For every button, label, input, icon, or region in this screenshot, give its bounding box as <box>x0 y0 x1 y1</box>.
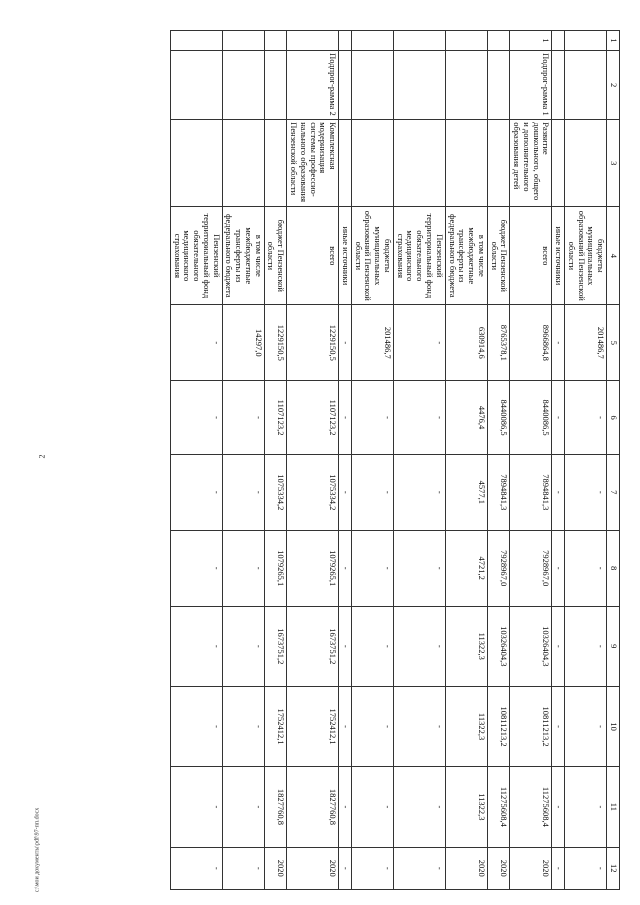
table-cell: 4577,1 <box>445 454 487 530</box>
table-cell: 201486,7 <box>351 305 393 381</box>
table-cell: - <box>393 606 445 686</box>
table-cell <box>487 31 510 51</box>
table-cell <box>445 120 487 207</box>
table-cell: 8440086,5 <box>510 381 552 455</box>
table-cell <box>264 120 287 207</box>
table-cell: - <box>222 381 264 455</box>
table-cell: - <box>393 767 445 847</box>
table-cell: иные источники <box>339 207 352 305</box>
table-cell: 1075334,2 <box>287 454 339 530</box>
table-cell <box>393 120 445 207</box>
table-cell: - <box>565 847 607 889</box>
table-cell: 7928967,0 <box>487 530 510 606</box>
table-cell: 4476,4 <box>445 381 487 455</box>
table-cell: 1827760,8 <box>287 767 339 847</box>
table-cell: иные источники <box>552 207 565 305</box>
page-number: 2 <box>37 454 47 459</box>
header-cell: 3 <box>607 120 620 207</box>
table-cell: 1 <box>510 31 552 51</box>
table-cell: - <box>393 847 445 889</box>
table-cell: - <box>170 686 222 766</box>
table-cell: 8966864,8 <box>510 305 552 381</box>
table-cell: Подпрог-рамма 2 <box>287 51 339 120</box>
table-row <box>264 31 287 890</box>
table-cell <box>222 51 264 120</box>
table-cell: - <box>565 767 607 847</box>
table-row <box>510 31 552 890</box>
table-cell: - <box>565 686 607 766</box>
table-cell: - <box>351 454 393 530</box>
table-cell: - <box>393 530 445 606</box>
table-cell: 1075334,2 <box>264 454 287 530</box>
table-row <box>565 31 607 890</box>
table-cell: 1229150,5 <box>287 305 339 381</box>
table-cell: 1673751,2 <box>287 606 339 686</box>
table-cell: - <box>339 686 352 766</box>
table-cell <box>393 31 445 51</box>
table-cell: - <box>222 767 264 847</box>
table-cell: 1079265,1 <box>287 530 339 606</box>
table-cell: - <box>552 767 565 847</box>
table-cell <box>552 31 565 51</box>
table-cell: - <box>170 454 222 530</box>
table-cell: Комплексная модернизация системы профессио-нального образования Пензенской области <box>287 120 339 207</box>
table-cell: в том числе межбюджетные трансферты из федерального бюджета <box>222 207 264 305</box>
table-cell <box>393 51 445 120</box>
table-cell <box>351 120 393 207</box>
table-header-row <box>607 31 620 890</box>
table-cell: - <box>222 686 264 766</box>
rotated-table-wrapper <box>80 30 620 890</box>
table-cell <box>264 51 287 120</box>
table-cell: - <box>170 530 222 606</box>
table-row <box>287 31 339 890</box>
table-cell: 2020 <box>264 847 287 889</box>
table-cell: 2020 <box>487 847 510 889</box>
table-cell: 11275608,4 <box>487 767 510 847</box>
table-cell: - <box>222 847 264 889</box>
table-cell: - <box>565 530 607 606</box>
table-cell: 11275608,4 <box>510 767 552 847</box>
header-cell: 4 <box>607 207 620 305</box>
table-cell: - <box>339 767 352 847</box>
table-cell <box>487 120 510 207</box>
header-cell: 9 <box>607 606 620 686</box>
table-cell: 1752412,1 <box>287 686 339 766</box>
table-cell: - <box>552 305 565 381</box>
footer-path <box>30 807 44 893</box>
table-cell: 1827760,8 <box>264 767 287 847</box>
table-cell <box>445 51 487 120</box>
table-cell: 7894841,3 <box>487 454 510 530</box>
table-cell <box>339 31 352 51</box>
table-cell: 11322,3 <box>445 767 487 847</box>
table-cell: - <box>565 606 607 686</box>
table-cell: - <box>170 305 222 381</box>
table-cell: 7894841,3 <box>510 454 552 530</box>
header-cell: 1 <box>607 31 620 51</box>
table-cell: - <box>351 381 393 455</box>
header-cell: 10 <box>607 686 620 766</box>
table-cell: - <box>170 767 222 847</box>
header-cell: 8 <box>607 530 620 606</box>
table-cell: 8765378,1 <box>487 305 510 381</box>
table-cell: 11322,3 <box>445 686 487 766</box>
table-cell <box>222 31 264 51</box>
table-cell <box>565 51 607 120</box>
table-row <box>445 31 487 890</box>
table-cell: - <box>393 686 445 766</box>
table-cell: 1229150,5 <box>264 305 287 381</box>
header-cell: 2 <box>607 51 620 120</box>
table-cell <box>170 31 222 51</box>
table-cell: - <box>170 606 222 686</box>
table-cell: - <box>351 767 393 847</box>
table-cell: 201486,7 <box>565 305 607 381</box>
table-cell: 2020 <box>510 847 552 889</box>
table-cell: - <box>552 847 565 889</box>
table-cell: - <box>351 686 393 766</box>
header-cell: 6 <box>607 381 620 455</box>
table-cell: - <box>351 847 393 889</box>
table-cell <box>552 51 565 120</box>
table-cell <box>339 51 352 120</box>
table-cell <box>222 120 264 207</box>
table-row <box>339 31 352 890</box>
table-cell: бюджеты муниципальных образований Пензенской области <box>565 207 607 305</box>
table-cell <box>339 120 352 207</box>
table-cell: Пензенский территориальный фонд обязательного медицинского страхования <box>393 207 445 305</box>
table-cell: - <box>565 381 607 455</box>
table-cell <box>170 120 222 207</box>
table-row <box>170 31 222 890</box>
table-cell: 1752412,1 <box>264 686 287 766</box>
table-cell: - <box>339 847 352 889</box>
table-cell <box>170 51 222 120</box>
table-cell: 2020 <box>287 847 339 889</box>
table-cell: - <box>552 530 565 606</box>
table-cell <box>445 31 487 51</box>
table-cell: - <box>339 381 352 455</box>
table-cell: - <box>552 454 565 530</box>
table-cell <box>552 120 565 207</box>
table-cell: - <box>339 606 352 686</box>
table-cell: Подпрог-рамма 1 <box>510 51 552 120</box>
table-cell: бюджеты муниципальных образований Пензенской области <box>351 207 393 305</box>
table-cell: 10326404,3 <box>510 606 552 686</box>
table-cell: 1673751,2 <box>264 606 287 686</box>
table-cell: - <box>222 454 264 530</box>
header-cell: 5 <box>607 305 620 381</box>
table-row <box>222 31 264 890</box>
table-cell: Развитие дошкольного, общего и дополнительного образования детей <box>510 120 552 207</box>
table-cell: - <box>552 686 565 766</box>
table-cell <box>264 31 287 51</box>
table-cell: - <box>222 606 264 686</box>
table-cell <box>351 31 393 51</box>
table-row <box>552 31 565 890</box>
table-cell: 10811213,2 <box>487 686 510 766</box>
footer-path-text: c:\мои документы\pdf\97-пп.docx <box>34 807 40 893</box>
table-cell: 14297,0 <box>222 305 264 381</box>
table-cell <box>351 51 393 120</box>
table-cell: бюджет Пензенской области <box>264 207 287 305</box>
table-cell: 1107123,2 <box>287 381 339 455</box>
budget-table <box>170 30 620 890</box>
table-cell: - <box>170 381 222 455</box>
header-cell: 11 <box>607 767 620 847</box>
table-cell: всего <box>510 207 552 305</box>
table-cell <box>287 31 339 51</box>
header-cell: 12 <box>607 847 620 889</box>
table-cell <box>487 51 510 120</box>
table-cell: 7928967,0 <box>510 530 552 606</box>
table-cell: - <box>339 530 352 606</box>
table-cell <box>565 120 607 207</box>
table-cell: 2020 <box>445 847 487 889</box>
table-cell: Пензенский территориальный фонд обязательного медицинского страхования <box>170 207 222 305</box>
table-cell: 8440086,5 <box>487 381 510 455</box>
table-cell: - <box>351 530 393 606</box>
table-cell: 1107123,2 <box>264 381 287 455</box>
table-cell: - <box>552 606 565 686</box>
table-cell: - <box>565 454 607 530</box>
table-cell: - <box>339 305 352 381</box>
table-cell: - <box>393 305 445 381</box>
table-cell: - <box>222 530 264 606</box>
table-cell: в том числе межбюджетные трансферты из федерального бюджета <box>445 207 487 305</box>
table-cell: - <box>339 454 352 530</box>
table-cell: - <box>552 381 565 455</box>
table-cell: 11322,3 <box>445 606 487 686</box>
table-row <box>351 31 393 890</box>
table-row <box>487 31 510 890</box>
table-cell: 4721,2 <box>445 530 487 606</box>
table-cell: всего <box>287 207 339 305</box>
table-cell: - <box>393 381 445 455</box>
table-cell: бюджет Пензенской области <box>487 207 510 305</box>
header-cell: 7 <box>607 454 620 530</box>
table-row <box>393 31 445 890</box>
table-cell: 10811213,2 <box>510 686 552 766</box>
table-cell: - <box>351 606 393 686</box>
table-cell: - <box>393 454 445 530</box>
table-cell: 630914,6 <box>445 305 487 381</box>
table-cell: 10326404,3 <box>487 606 510 686</box>
table-cell: - <box>170 847 222 889</box>
table-cell <box>565 31 607 51</box>
table-cell: 1079265,1 <box>264 530 287 606</box>
